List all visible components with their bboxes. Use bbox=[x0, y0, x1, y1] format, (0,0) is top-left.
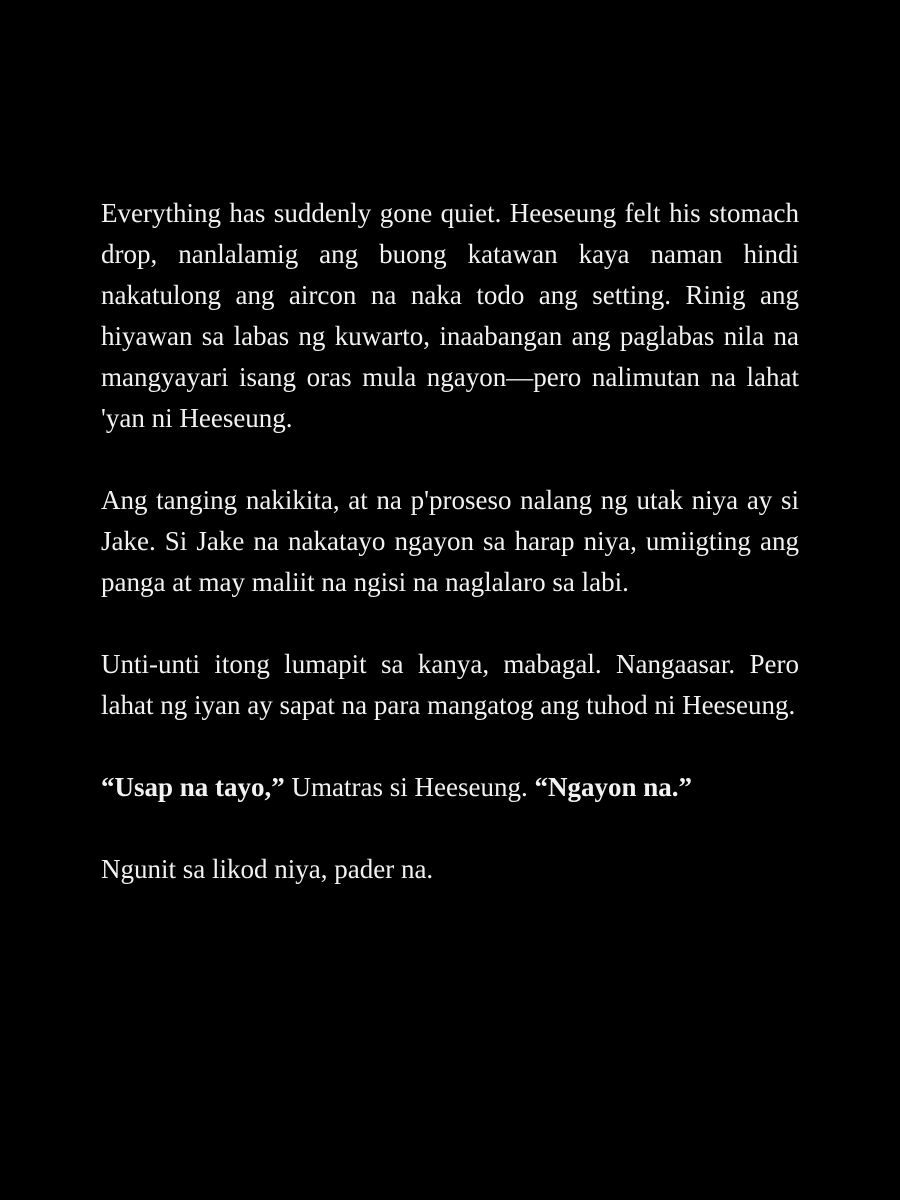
story-text bbox=[101, 193, 799, 931]
paragraph-3: Unti-unti itong lumapit sa kanya, mabagal. Nangaasar. Pero lahat ng iyan ay sapat na para mangatog ang tuhod ni Heeseung. bbox=[101, 649, 799, 720]
paragraph-5: Ngunit sa likod niya, pader na. bbox=[101, 854, 434, 884]
paragraph-4-dialogue bbox=[101, 767, 799, 808]
dialogue-narration: Umatras si Heeseung. bbox=[284, 772, 535, 802]
dialogue-quote-1: “Usap na tayo,” bbox=[101, 772, 285, 802]
paragraph-1: Everything has suddenly gone quiet. Heeseung felt his stomach drop, nanlalamig ang buong katawan kaya naman hindi nakatulong ang aircon na naka todo ang setting. Rinig ang hiyawan sa labas ng kuwarto, inaabangan ang paglabas nila na mangyayari isang oras mula ngayon—pero nalimutan na lahat 'yan ni Heeseung. bbox=[101, 198, 799, 433]
paragraph-2: Ang tanging nakikita, at na p'proseso nalang ng utak niya ay si Jake. Si Jake na nakatayo ngayon sa harap niya, umiigting ang panga at may maliit na ngisi na naglalaro sa labi. bbox=[101, 485, 799, 597]
dialogue-quote-2: “Ngayon na.” bbox=[534, 772, 692, 802]
